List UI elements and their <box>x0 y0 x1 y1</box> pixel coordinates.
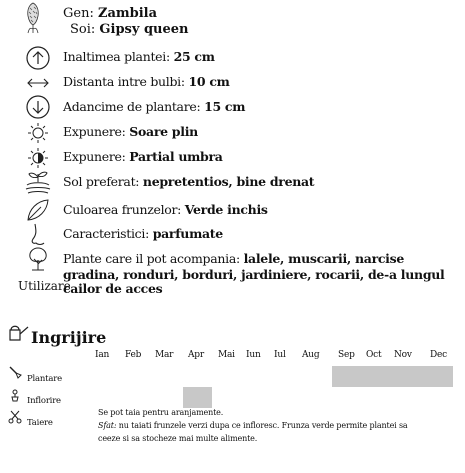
scissors-icon <box>8 409 22 423</box>
usage-value-line2: cailor de acces <box>63 281 163 296</box>
month-ian: Ian <box>95 350 110 360</box>
attribute-exposure-partial: Expunere: Partial umbra <box>63 149 223 164</box>
month-dec: Dec <box>430 350 447 360</box>
hyacinth-image <box>24 2 42 34</box>
row-label-planting: Plantare <box>27 374 62 384</box>
arrow-down-circle-icon <box>25 94 51 120</box>
row-label-pruning: Taiere <box>27 418 53 428</box>
tree-icon <box>25 246 51 272</box>
arrow-up-circle-icon <box>25 45 51 71</box>
tip-text: nu taiati frunzele verzi dupa ce infloresc. Frunza verde permite plantei sa <box>116 421 408 430</box>
care-note-line2 <box>98 419 408 432</box>
month-mar: Mar <box>155 350 174 360</box>
care-title: Ingrijire <box>31 328 107 347</box>
usage-value-line1: gradina, ronduri, borduri, jardiniere, rocarii, de-a lungul <box>63 267 445 282</box>
flower-pot-icon <box>8 387 22 401</box>
month-aug: Aug <box>302 350 320 360</box>
month-apr: Apr <box>188 350 204 360</box>
genus-label: Gen: <box>63 6 94 21</box>
month-sep: Sep <box>338 350 355 360</box>
attribute-companion-plants: Plante care il pot acompania: lalele, muscarii, narcise <box>63 251 405 266</box>
genus-line <box>63 6 157 21</box>
double-arrow-icon <box>25 70 51 96</box>
attribute-depth: Adancime de plantare: 15 cm <box>63 99 246 114</box>
trowel-icon <box>8 364 22 378</box>
watering-can-icon <box>6 322 30 342</box>
soil-sprout-icon <box>25 168 51 196</box>
attribute-exposure-full: Expunere: Soare plin <box>63 124 198 139</box>
usage-label: Utilizare <box>18 279 71 293</box>
variety-value: Gipsy queen <box>99 22 189 37</box>
attribute-soil: Sol preferat: nepretentios, bine drenat <box>63 174 315 189</box>
care-note <box>98 406 408 445</box>
month-iul: Iul <box>274 350 286 360</box>
attribute-height: Inaltimea plantei: 25 cm <box>63 49 215 64</box>
genus-value: Zambila <box>97 6 158 21</box>
planting-period-bar <box>332 366 453 387</box>
row-label-flowering: Inflorire <box>27 396 61 406</box>
month-mai: Mai <box>218 350 235 360</box>
usage-value <box>63 268 445 296</box>
month-oct: Oct <box>366 350 382 360</box>
variety-label: Soi: <box>70 22 96 37</box>
month-feb: Feb <box>125 350 142 360</box>
attribute-spacing: Distanta intre bulbi: 10 cm <box>63 74 230 89</box>
flowering-period-bar <box>183 387 212 408</box>
tip-prefix: Sfat: <box>98 421 117 430</box>
variety-line <box>70 22 189 37</box>
attribute-characteristics: Caracteristici: parfumate <box>63 226 223 241</box>
nose-icon <box>25 222 51 248</box>
attribute-leaf-color: Culoarea frunzelor: Verde inchis <box>63 202 268 217</box>
care-note-line3: ceeze si sa stocheze mai multe alimente. <box>98 434 258 443</box>
month-iun: Iun <box>246 350 261 360</box>
sun-icon <box>25 120 51 146</box>
leaf-icon <box>25 197 51 223</box>
month-nov: Nov <box>394 350 412 360</box>
care-note-line1: Se pot taia pentru aranjamente. <box>98 408 224 417</box>
